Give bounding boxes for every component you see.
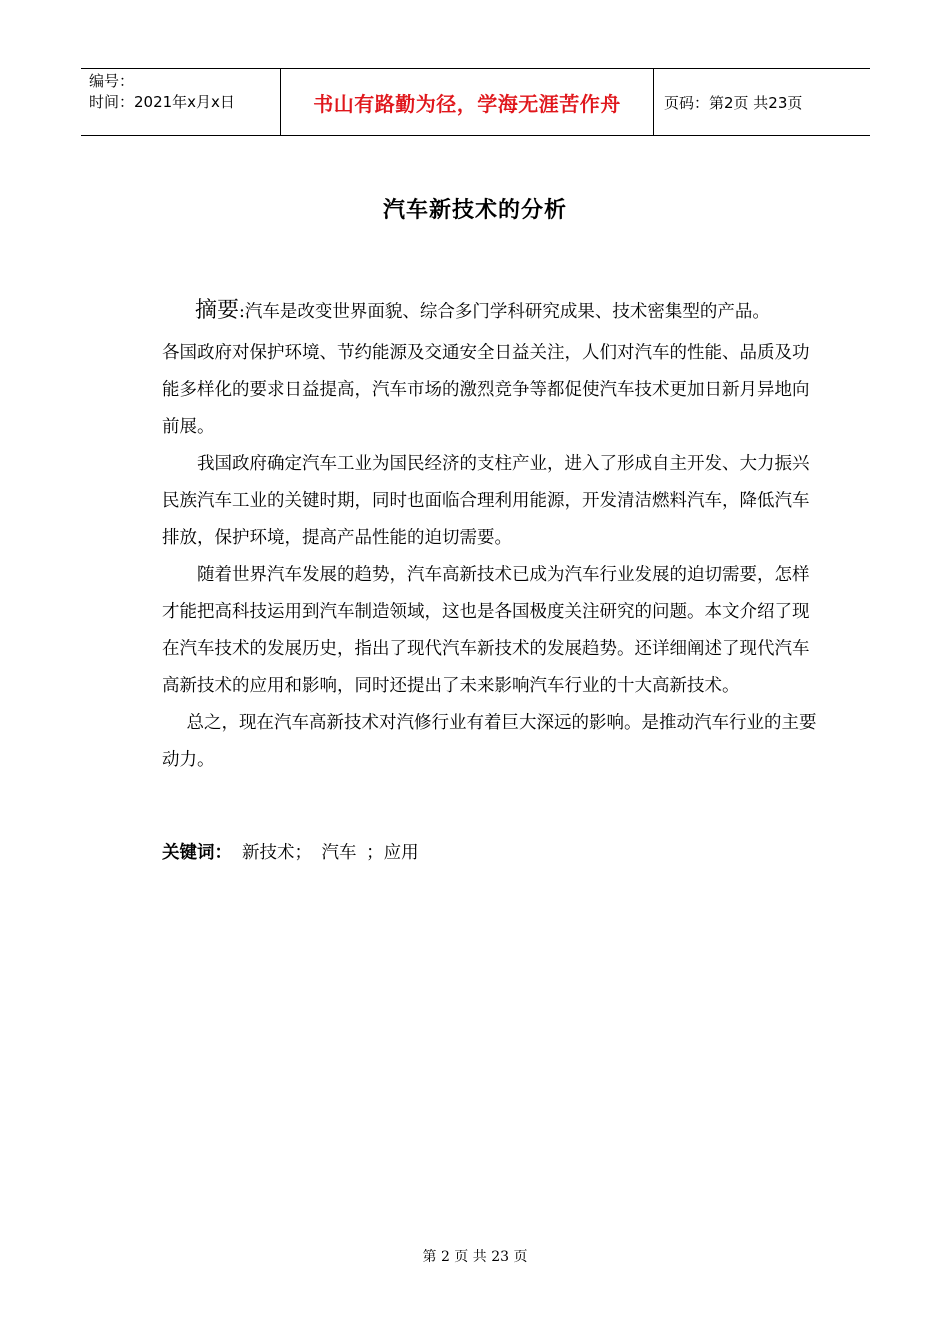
header-motto: 书山有路勤为径，学海无涯苦作舟 <box>313 91 621 116</box>
page-footer: 第 2 页 共 23 页 <box>422 1249 528 1265</box>
abstract-first-paragraph <box>162 294 817 329</box>
header-page-info: 页码：第2页 共23页 <box>664 93 803 112</box>
abstract-paragraph-2: 我国政府确定汽车工业为国民经济的支柱产业，进入了形成自主开发、大力振兴民族汽车工业的关键时期，同时也面临合理利用能源，开发清洁燃料汽车，降低汽车排放，保护环境，提高产品性能的迫切需要。 <box>162 454 810 548</box>
document-title: 汽车新技术的分析 <box>382 198 567 223</box>
abstract-colon: : <box>239 302 245 322</box>
page-header <box>81 68 870 136</box>
keywords-label: 关键词： <box>162 843 232 863</box>
abstract-section <box>162 294 817 779</box>
abstract-paragraph-3: 随着世界汽车发展的趋势，汽车高新技术已成为汽车行业发展的迫切需要，怎样才能把高科技运用到汽车制造领域，这也是各国极度关注研究的问题。本文介绍了现在汽车技术的发展历史，指出了现代汽车新技术的发展趋势。还详细阐述了现代汽车高新技术的应用和影响，同时还提出了未来影响汽车行业的十大高新技术。 <box>162 565 810 696</box>
abstract-label: 摘要 <box>195 298 240 323</box>
header-page-cell <box>654 69 870 135</box>
document-time-label: 时间：2021年x月x日 <box>89 93 235 111</box>
header-meta-cell <box>81 69 281 135</box>
abstract-paragraph-1: 各国政府对保护环境、节约能源及交通安全日益关注，人们对汽车的性能、品质及功能多样化的要求日益提高，汽车市场的激烈竞争等都促使汽车技术更加日新月异地向前展。 <box>162 343 810 437</box>
abstract-paragraph-0: 汽车是改变世界面貌、综合多门学科研究成果、技术密集型的产品。 <box>244 302 770 322</box>
document-number-label: 编号： <box>89 72 135 90</box>
header-motto-cell <box>281 69 654 135</box>
abstract-paragraph-4: 总之，现在汽车高新技术对汽修行业有着巨大深远的影响。是推动汽车行业的主要动力。 <box>162 713 817 770</box>
keywords-values: 新技术； 汽车 ；应用 <box>242 843 419 863</box>
keywords-line <box>162 838 419 868</box>
